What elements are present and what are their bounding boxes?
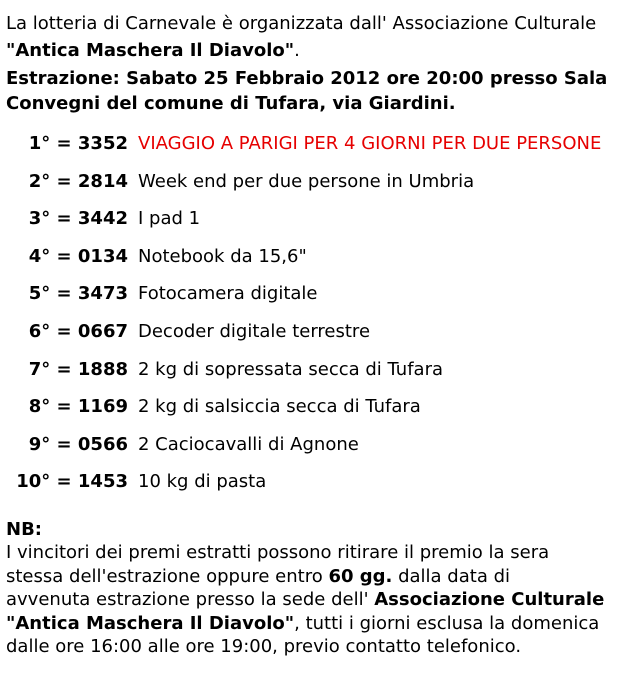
nb-line	[6, 612, 637, 636]
prize-description: 2 kg di sopressata secca di Tufara	[138, 358, 443, 380]
nb-line: I vincitori dei premi estratti possono ritirare il premio la sera	[6, 542, 550, 564]
prize-row	[6, 463, 637, 501]
prize-description: I pad 1	[138, 208, 201, 230]
prize-description: Notebook da 15,6"	[138, 245, 307, 267]
prize-number: 9° = 0566	[28, 433, 128, 455]
prize-description: 2 kg di salsiccia secca di Tufara	[138, 396, 421, 418]
prize-row	[6, 125, 637, 163]
deadline-days: 60 gg.	[328, 565, 393, 587]
prize-row	[6, 388, 637, 426]
draw-info-line: Convegni del comune di Tufara, via Giardini.	[6, 93, 456, 114]
prize-description: Decoder digitale terrestre	[138, 320, 371, 342]
prize-description: 10 kg di pasta	[138, 471, 267, 493]
prize-row	[6, 200, 637, 238]
prize-number: 6° = 0667	[28, 320, 128, 342]
prize-number: 2° = 2814	[28, 170, 128, 192]
prize-number: 5° = 3473	[28, 283, 128, 305]
draw-info-line: Estrazione: Sabato 25 Febbraio 2012 ore 20:00 presso Sala	[6, 68, 608, 89]
prize-description: 2 Caciocavalli di Agnone	[138, 433, 359, 455]
prize-number: 7° = 1888	[28, 358, 128, 380]
prize-row	[6, 238, 637, 276]
nb-section	[6, 518, 637, 659]
nb-line: dalle ore 16:00 alle ore 19:00, previo contatto telefonico.	[6, 636, 522, 658]
prize-number: 8° = 1169	[28, 396, 128, 418]
prize-row	[6, 313, 637, 351]
association-label: Associazione Culturale	[374, 589, 605, 611]
intro-text: La lotteria di Carnevale è organizzata dall' Associazione Culturale	[6, 13, 597, 34]
nb-line	[6, 565, 637, 589]
intro-line	[6, 10, 637, 37]
prize-description: Fotocamera digitale	[138, 283, 318, 305]
nb-title: NB:	[6, 518, 42, 540]
nb-text: , tutti i giorni esclusa la domenica	[294, 612, 600, 634]
prize-row	[6, 426, 637, 464]
prize-number: 10° = 1453	[16, 471, 128, 493]
prize-row	[6, 163, 637, 201]
draw-info	[6, 66, 637, 116]
nb-line	[6, 588, 637, 612]
prize-row	[6, 275, 637, 313]
association-suffix: .	[294, 40, 300, 61]
association-line	[6, 37, 637, 64]
prize-number: 4° = 0134	[28, 245, 128, 267]
intro-section	[6, 0, 637, 116]
nb-text: stessa dell'estrazione oppure entro	[6, 565, 329, 587]
prize-list	[6, 125, 637, 501]
nb-text: dalla data di	[392, 565, 510, 587]
prize-row	[6, 351, 637, 389]
prize-description: VIAGGIO A PARIGI PER 4 GIORNI PER DUE PERSONE	[138, 133, 602, 154]
association-name: "Antica Maschera Il Diavolo"	[6, 612, 295, 634]
association-name: "Antica Maschera Il Diavolo"	[6, 40, 295, 61]
prize-number: 3° = 3442	[28, 208, 128, 230]
prize-description: Week end per due persone in Umbria	[138, 170, 475, 192]
nb-text: avvenuta estrazione presso la sede dell'	[6, 589, 375, 611]
prize-number: 1° = 3352	[28, 133, 128, 154]
